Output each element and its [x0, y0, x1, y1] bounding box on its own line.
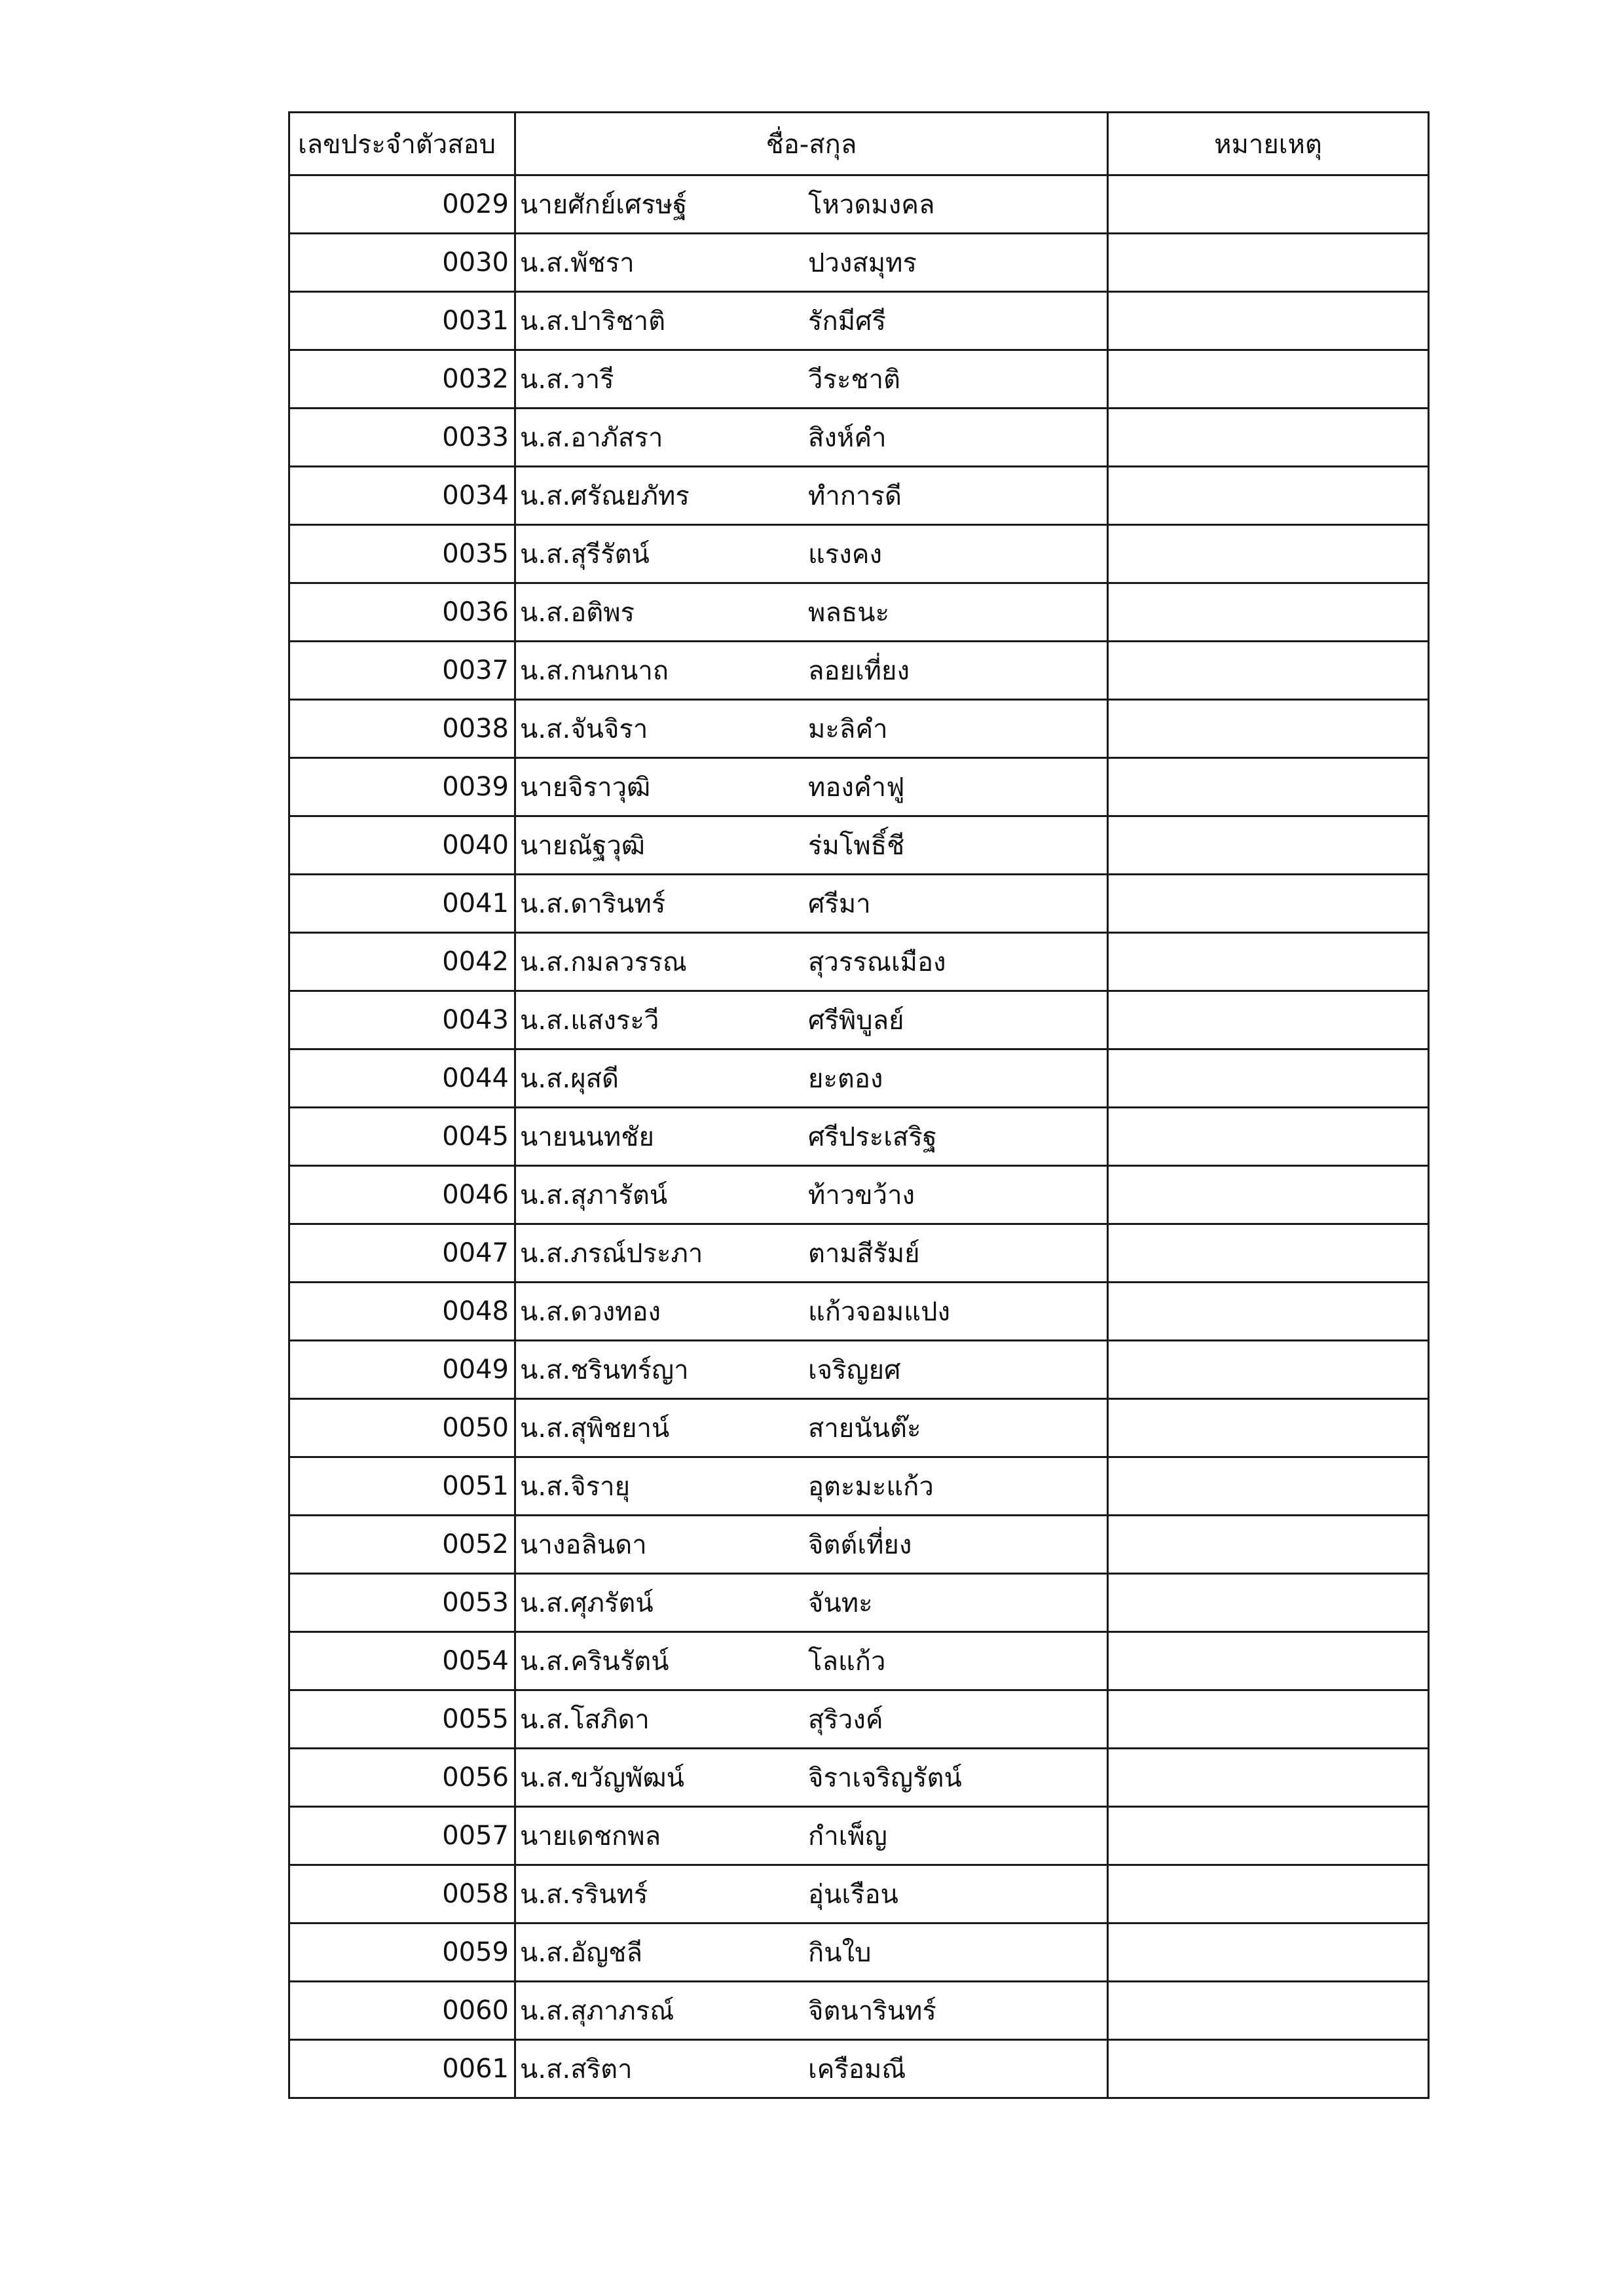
table-row — [289, 1690, 1429, 1749]
full-name-cell — [515, 1807, 1108, 1865]
candidate-table — [288, 111, 1430, 2099]
full-name-cell — [515, 409, 1108, 467]
first-name: น.ส.ศรัณยภัทร — [520, 481, 690, 511]
exam-id-cell: 0054 — [289, 1632, 515, 1690]
exam-id-cell: 0050 — [289, 1399, 515, 1457]
first-name: น.ส.ดารินทร์ — [520, 889, 666, 919]
exam-id-cell: 0055 — [289, 1690, 515, 1749]
table-row — [289, 1749, 1429, 1807]
last-name: ศรีประเสริฐ — [808, 1122, 937, 1152]
full-name-cell — [515, 1690, 1108, 1749]
exam-id-cell: 0041 — [289, 875, 515, 933]
first-name: น.ส.สุรีรัตน์ — [520, 539, 650, 570]
full-name-cell — [515, 350, 1108, 409]
last-name: กินใบ — [808, 1938, 872, 1968]
last-name: จิตนารินทร์ — [808, 1996, 936, 2026]
last-name: โลแก้ว — [808, 1647, 886, 1677]
last-name: แก้วจอมแปง — [808, 1297, 950, 1327]
remark-cell — [1108, 583, 1429, 642]
table-row — [289, 1166, 1429, 1224]
first-name: นายจิราวุฒิ — [520, 773, 651, 803]
table-row — [289, 816, 1429, 875]
first-name: น.ส.จันจิรา — [520, 714, 648, 744]
table-row — [289, 467, 1429, 525]
full-name-cell — [515, 1865, 1108, 1923]
last-name: ลอยเที่ยง — [808, 656, 910, 686]
last-name: ตามสีรัมย์ — [808, 1239, 920, 1269]
first-name: น.ส.กนกนาถ — [520, 656, 669, 686]
last-name: ศรีพิบูลย์ — [808, 1006, 904, 1036]
exam-id-cell: 0034 — [289, 467, 515, 525]
exam-id-cell: 0030 — [289, 234, 515, 292]
full-name-cell — [515, 816, 1108, 875]
header-exam-id: เลขประจำตัวสอบ — [289, 113, 515, 175]
table-row — [289, 409, 1429, 467]
first-name: นายนนทชัย — [520, 1122, 654, 1152]
exam-id-cell: 0029 — [289, 175, 515, 234]
full-name-cell — [515, 1632, 1108, 1690]
full-name-cell — [515, 991, 1108, 1049]
remark-cell — [1108, 1865, 1429, 1923]
remark-cell — [1108, 1108, 1429, 1166]
full-name-cell — [515, 1224, 1108, 1283]
remark-cell — [1108, 875, 1429, 933]
exam-id-cell: 0042 — [289, 933, 515, 991]
exam-id-cell: 0060 — [289, 1982, 515, 2040]
remark-cell — [1108, 1632, 1429, 1690]
first-name: น.ส.วารี — [520, 365, 614, 395]
exam-id-cell: 0051 — [289, 1457, 515, 1516]
last-name: กำเพ็ญ — [808, 1821, 887, 1851]
table-row — [289, 1982, 1429, 2040]
header-full-name: ชื่อ-สกุล — [515, 113, 1108, 175]
table-row — [289, 1574, 1429, 1632]
remark-cell — [1108, 642, 1429, 700]
exam-id-cell: 0059 — [289, 1923, 515, 1982]
first-name: น.ส.สุพิชยาน์ — [520, 1413, 670, 1444]
full-name-cell — [515, 525, 1108, 583]
table-row — [289, 583, 1429, 642]
full-name-cell — [515, 1923, 1108, 1982]
first-name: น.ส.พัชรา — [520, 248, 635, 278]
table-row — [289, 758, 1429, 816]
exam-id-cell: 0046 — [289, 1166, 515, 1224]
exam-id-cell: 0033 — [289, 409, 515, 467]
full-name-cell — [515, 583, 1108, 642]
remark-cell — [1108, 1749, 1429, 1807]
table-row — [289, 933, 1429, 991]
last-name: อุ่นเรือน — [808, 1880, 898, 1910]
exam-id-cell: 0035 — [289, 525, 515, 583]
exam-id-cell: 0039 — [289, 758, 515, 816]
full-name-cell — [515, 642, 1108, 700]
remark-cell — [1108, 1574, 1429, 1632]
exam-id-cell: 0061 — [289, 2040, 515, 2098]
last-name: ยะตอง — [808, 1064, 883, 1094]
remark-cell — [1108, 758, 1429, 816]
full-name-cell — [515, 758, 1108, 816]
last-name: พลธนะ — [808, 598, 890, 628]
exam-id-cell: 0053 — [289, 1574, 515, 1632]
table-row — [289, 525, 1429, 583]
last-name: สุริวงค์ — [808, 1705, 883, 1735]
last-name: จันทะ — [808, 1588, 873, 1618]
remark-cell — [1108, 1690, 1429, 1749]
last-name: ศรีมา — [808, 889, 871, 919]
full-name-cell — [515, 234, 1108, 292]
first-name: น.ส.สุภาภรณ์ — [520, 1996, 674, 2026]
remark-cell — [1108, 1923, 1429, 1982]
remark-cell — [1108, 1807, 1429, 1865]
full-name-cell — [515, 700, 1108, 758]
last-name: สิงห์คำ — [808, 423, 887, 453]
table-row — [289, 1516, 1429, 1574]
full-name-cell — [515, 1283, 1108, 1341]
table-row — [289, 1865, 1429, 1923]
full-name-cell — [515, 1049, 1108, 1108]
full-name-cell — [515, 292, 1108, 350]
last-name: เจริญยศ — [808, 1355, 901, 1385]
full-name-cell — [515, 1516, 1108, 1574]
remark-cell — [1108, 350, 1429, 409]
last-name: ทองคำฟู — [808, 773, 905, 803]
first-name: น.ส.สริตา — [520, 2054, 633, 2085]
first-name: นายณัฐวุฒิ — [520, 831, 646, 861]
full-name-cell — [515, 1749, 1108, 1807]
table-row — [289, 1399, 1429, 1457]
remark-cell — [1108, 409, 1429, 467]
table-row — [289, 875, 1429, 933]
last-name: รักมีศรี — [808, 306, 886, 337]
full-name-cell — [515, 1399, 1108, 1457]
exam-id-cell: 0045 — [289, 1108, 515, 1166]
remark-cell — [1108, 1283, 1429, 1341]
remark-cell — [1108, 816, 1429, 875]
table-row — [289, 1224, 1429, 1283]
first-name: นางอลินดา — [520, 1530, 647, 1560]
remark-cell — [1108, 700, 1429, 758]
exam-id-cell: 0058 — [289, 1865, 515, 1923]
exam-id-cell: 0040 — [289, 816, 515, 875]
remark-cell — [1108, 991, 1429, 1049]
first-name: นายศักย์เศรษฐ์ — [520, 190, 688, 220]
header-remark: หมายเหตุ — [1108, 113, 1429, 175]
remark-cell — [1108, 1516, 1429, 1574]
first-name: น.ส.ขวัญพัฒน์ — [520, 1763, 684, 1793]
exam-id-cell: 0049 — [289, 1341, 515, 1399]
first-name: น.ส.กมลวรรณ — [520, 947, 687, 977]
table-row — [289, 292, 1429, 350]
remark-cell — [1108, 525, 1429, 583]
first-name: น.ส.จิรายุ — [520, 1472, 631, 1502]
exam-id-cell: 0047 — [289, 1224, 515, 1283]
first-name: น.ส.โสภิดา — [520, 1705, 650, 1735]
table-row — [289, 1923, 1429, 1982]
full-name-cell — [515, 2040, 1108, 2098]
exam-id-cell: 0056 — [289, 1749, 515, 1807]
table-row — [289, 700, 1429, 758]
full-name-cell — [515, 175, 1108, 234]
first-name: น.ส.ผุสดี — [520, 1064, 619, 1094]
last-name: แรงคง — [808, 539, 883, 570]
remark-cell — [1108, 1224, 1429, 1283]
first-name: น.ส.ชรินทร์ญา — [520, 1355, 689, 1385]
first-name: น.ส.ครินรัตน์ — [520, 1647, 669, 1677]
first-name: น.ส.ภรณ์ประภา — [520, 1239, 703, 1269]
full-name-cell — [515, 1457, 1108, 1516]
table-row — [289, 1807, 1429, 1865]
first-name: น.ส.อติพร — [520, 598, 635, 628]
last-name: ทำการดี — [808, 481, 902, 511]
first-name: น.ส.ดวงทอง — [520, 1297, 661, 1327]
first-name: น.ส.ปาริชาติ — [520, 306, 666, 337]
exam-id-cell: 0052 — [289, 1516, 515, 1574]
exam-id-cell: 0031 — [289, 292, 515, 350]
table-row — [289, 991, 1429, 1049]
table-row — [289, 642, 1429, 700]
full-name-cell — [515, 1982, 1108, 2040]
last-name: จิตต์เที่ยง — [808, 1530, 912, 1560]
last-name: ปวงสมุทร — [808, 248, 917, 278]
remark-cell — [1108, 1399, 1429, 1457]
table-header-row — [289, 113, 1429, 175]
remark-cell — [1108, 1166, 1429, 1224]
last-name: มะลิคำ — [808, 714, 888, 744]
exam-id-cell: 0044 — [289, 1049, 515, 1108]
table-row — [289, 1632, 1429, 1690]
remark-cell — [1108, 1982, 1429, 2040]
exam-id-cell: 0037 — [289, 642, 515, 700]
remark-cell — [1108, 933, 1429, 991]
first-name: น.ส.ศุภรัตน์ — [520, 1588, 654, 1618]
full-name-cell — [515, 1166, 1108, 1224]
remark-cell — [1108, 175, 1429, 234]
exam-id-cell: 0038 — [289, 700, 515, 758]
last-name: โหวดมงคล — [808, 190, 935, 220]
table-row — [289, 234, 1429, 292]
table-body — [289, 175, 1429, 2098]
last-name: วีระชาติ — [808, 365, 901, 395]
full-name-cell — [515, 467, 1108, 525]
remark-cell — [1108, 1457, 1429, 1516]
exam-id-cell: 0057 — [289, 1807, 515, 1865]
table-row — [289, 1108, 1429, 1166]
exam-id-cell: 0036 — [289, 583, 515, 642]
first-name: น.ส.แสงระวี — [520, 1006, 659, 1036]
full-name-cell — [515, 933, 1108, 991]
table-row — [289, 350, 1429, 409]
last-name: ร่มโพธิ์ชี — [808, 831, 905, 861]
last-name: จิราเจริญรัตน์ — [808, 1763, 962, 1793]
table-row — [289, 1283, 1429, 1341]
last-name: อุตะมะแก้ว — [808, 1472, 934, 1502]
last-name: ท้าวขว้าง — [808, 1180, 915, 1211]
first-name: นายเดชกพล — [520, 1821, 661, 1851]
table-row — [289, 1049, 1429, 1108]
last-name: เครือมณี — [808, 2054, 906, 2085]
full-name-cell — [515, 1574, 1108, 1632]
table-row — [289, 2040, 1429, 2098]
last-name: สายนันต๊ะ — [808, 1413, 921, 1444]
last-name: สุวรรณเมือง — [808, 947, 946, 977]
remark-cell — [1108, 1341, 1429, 1399]
first-name: น.ส.อาภัสรา — [520, 423, 663, 453]
first-name: น.ส.รรินทร์ — [520, 1880, 648, 1910]
remark-cell — [1108, 292, 1429, 350]
document-page — [288, 111, 1428, 2099]
table-row — [289, 175, 1429, 234]
exam-id-cell: 0048 — [289, 1283, 515, 1341]
table-row — [289, 1341, 1429, 1399]
first-name: น.ส.สุภารัตน์ — [520, 1180, 668, 1211]
full-name-cell — [515, 1341, 1108, 1399]
remark-cell — [1108, 234, 1429, 292]
full-name-cell — [515, 875, 1108, 933]
remark-cell — [1108, 2040, 1429, 2098]
exam-id-cell: 0043 — [289, 991, 515, 1049]
exam-id-cell: 0032 — [289, 350, 515, 409]
table-row — [289, 1457, 1429, 1516]
first-name: น.ส.อัญชลี — [520, 1938, 642, 1968]
remark-cell — [1108, 467, 1429, 525]
remark-cell — [1108, 1049, 1429, 1108]
full-name-cell — [515, 1108, 1108, 1166]
